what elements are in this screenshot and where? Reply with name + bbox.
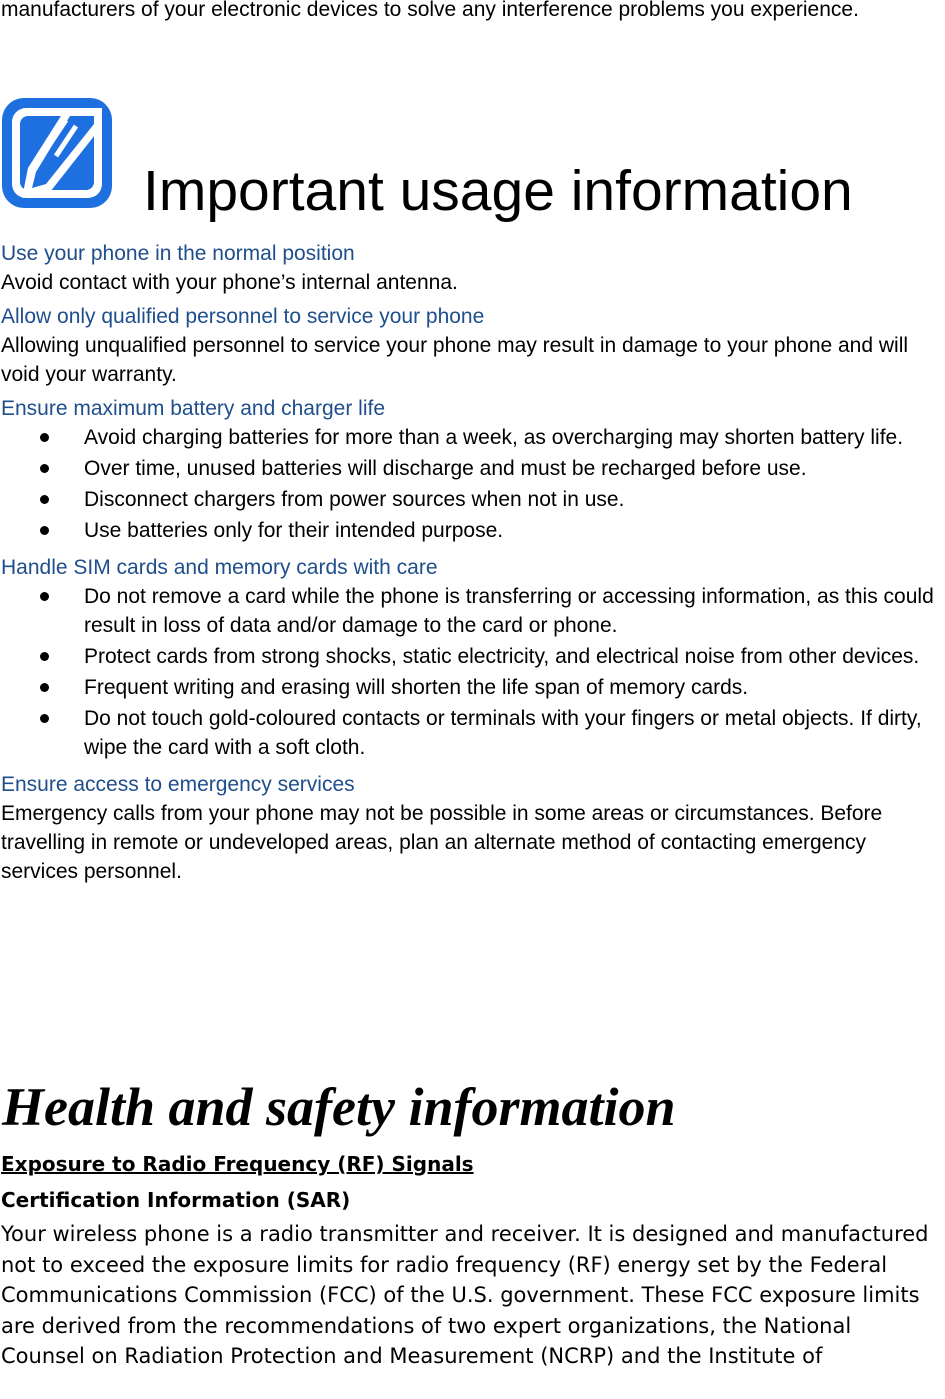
section-body: Avoid contact with your phone’s internal antenna. [1, 271, 458, 294]
list-item-text: Do not touch gold-coloured contacts or terminals with your fingers or metal objects. If dirty, wipe the card with a soft cloth. [84, 707, 922, 759]
bullet-dot-icon [40, 464, 49, 473]
list-item-text: Do not remove a card while the phone is transferring or accessing information, as this could result in loss of data and/or damage to the card or phone. [84, 585, 934, 637]
list-item-text: Protect cards from strong shocks, static electricity, and electrical noise from other devices. [84, 645, 920, 668]
section-body: Emergency calls from your phone may not be possible in some areas or circumstances. Before travelling in remote or undeveloped areas, plan an alternate method of contacting emergency services personnel. [1, 802, 883, 883]
list-item-text: Over time, unused batteries will discharge and must be recharged before use. [84, 457, 807, 480]
section-heading: Use your phone in the normal position [1, 242, 355, 265]
note-pencil-icon [0, 96, 114, 210]
bullet-list [0, 423, 945, 545]
sar-paragraph: Your wireless phone is a radio transmitter and receiver. It is designed and manufactured not to exceed the exposure limits for radio frequency (RF) energy set by the Federal Communications Commission (FCC) of the U.S. government. These FCC exposure limits are derived from the recommendations of two expert organizations, the National Counsel on Radiation Protection and Measurement (NCRP) and the Institute of [1, 1222, 929, 1368]
bullet-list [0, 582, 945, 762]
section-battery-life [0, 394, 945, 545]
list-item-text: Avoid charging batteries for more than a week, as overcharging may shorten battery life. [84, 426, 904, 449]
list-item-text: Disconnect chargers from power sources when not in use. [84, 488, 625, 511]
section-sim-memory-cards [0, 553, 945, 762]
list-item [0, 516, 944, 545]
usage-sections [0, 239, 945, 891]
bullet-dot-icon [40, 495, 49, 504]
notice-title: Important usage information [143, 159, 853, 223]
rf-exposure-heading: Exposure to Radio Frequency (RF) Signals [1, 1152, 474, 1176]
list-item [0, 704, 944, 762]
bullet-dot-icon [40, 652, 49, 661]
list-item [0, 485, 944, 514]
bullet-dot-icon [40, 526, 49, 535]
section-heading: Ensure access to emergency services [1, 773, 355, 796]
list-item-text: Use batteries only for their intended purpose. [84, 519, 504, 542]
intro-paragraph: manufacturers of your electronic devices to solve any interference problems you experience. [1, 0, 859, 21]
section-qualified-personnel [0, 302, 945, 389]
section-heading: Allow only qualified personnel to service your phone [1, 305, 485, 328]
list-item [0, 673, 944, 702]
list-item [0, 642, 944, 671]
list-item [0, 582, 944, 640]
list-item [0, 423, 944, 452]
bullet-dot-icon [40, 433, 49, 442]
bullet-dot-icon [40, 714, 49, 723]
bullet-dot-icon [40, 592, 49, 601]
section-emergency-services [0, 770, 945, 886]
health-safety-title: Health and safety information [2, 1077, 676, 1137]
list-item [0, 454, 944, 483]
section-heading: Ensure maximum battery and charger life [1, 397, 385, 420]
bullet-dot-icon [40, 683, 49, 692]
section-body: Allowing unqualified personnel to service your phone may result in damage to your phone and will void your warranty. [1, 334, 909, 386]
sar-certification-heading: Certification Information (SAR) [1, 1188, 351, 1212]
section-normal-position [0, 239, 945, 297]
section-heading: Handle SIM cards and memory cards with care [1, 556, 438, 579]
list-item-text: Frequent writing and erasing will shorten the life span of memory cards. [84, 676, 749, 699]
